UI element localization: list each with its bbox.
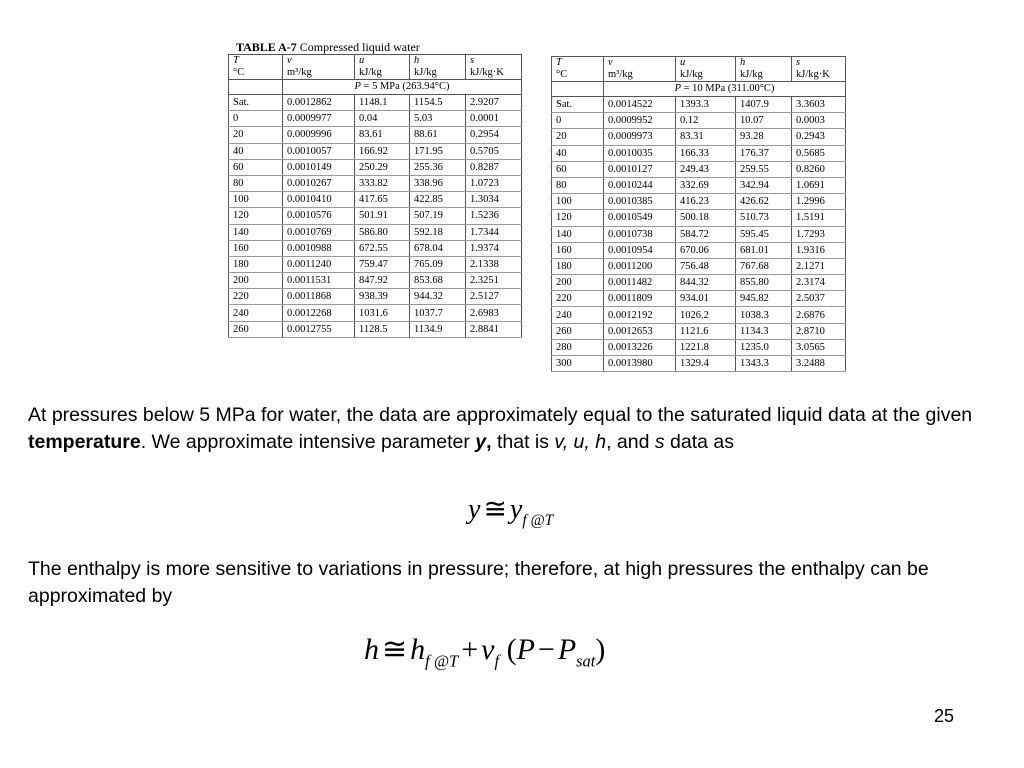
table-cell: 88.61 bbox=[410, 127, 466, 143]
table-row bbox=[552, 210, 846, 226]
table-cell: 140 bbox=[229, 224, 283, 240]
column-header: s kJ/kg·K bbox=[792, 57, 846, 82]
table-cell: 2.1338 bbox=[466, 256, 522, 272]
table-cell: 1134.3 bbox=[736, 323, 792, 339]
table-cell: 332.69 bbox=[676, 177, 736, 193]
table-cell: 2.5037 bbox=[792, 291, 846, 307]
table-cell: 0.0012653 bbox=[604, 323, 676, 339]
table-cell: Sat. bbox=[552, 97, 604, 113]
table-cell: 0.0009977 bbox=[283, 111, 355, 127]
table-cell: 1.7293 bbox=[792, 226, 846, 242]
table-cell: 507.19 bbox=[410, 208, 466, 224]
table-cell: 255.36 bbox=[410, 159, 466, 175]
table-row bbox=[552, 291, 846, 307]
table-cell: 250.29 bbox=[355, 159, 410, 175]
table-row bbox=[229, 159, 522, 175]
table-cell: 300 bbox=[552, 356, 604, 372]
table-cell: 584.72 bbox=[676, 226, 736, 242]
column-header: s kJ/kg·K bbox=[466, 55, 522, 80]
table-row bbox=[552, 113, 846, 129]
table-cell: 80 bbox=[229, 175, 283, 191]
column-header: h kJ/kg bbox=[410, 55, 466, 80]
pressure-label: P = 10 MPa (311.00°C) bbox=[604, 82, 846, 97]
table-row bbox=[552, 307, 846, 323]
table-cell: 0.8260 bbox=[792, 161, 846, 177]
table-cell: 20 bbox=[229, 127, 283, 143]
table-row bbox=[229, 289, 522, 305]
table-row bbox=[552, 275, 846, 291]
table-cell: 0.0011240 bbox=[283, 256, 355, 272]
table-cell: 3.2488 bbox=[792, 356, 846, 372]
table-cell: 0.0010954 bbox=[604, 242, 676, 258]
column-header: v m³/kg bbox=[283, 55, 355, 80]
table-cell: 260 bbox=[229, 321, 283, 337]
table-cell: 1031.6 bbox=[355, 305, 410, 321]
table-cell: 759.47 bbox=[355, 256, 410, 272]
table-cell: 1037.7 bbox=[410, 305, 466, 321]
table-cell: 60 bbox=[552, 161, 604, 177]
table-cell: 0.0013980 bbox=[604, 356, 676, 372]
table-cell: 220 bbox=[552, 291, 604, 307]
table-cell: 166.92 bbox=[355, 143, 410, 159]
enthalpy-paragraph: The enthalpy is more sensitive to variations in pressure; therefore, at high pressures the enthalpy can be approximated by bbox=[28, 558, 929, 607]
slide-number: 25 bbox=[934, 706, 955, 726]
table-cell: 1.0691 bbox=[792, 177, 846, 193]
table-cell: 1.7344 bbox=[466, 224, 522, 240]
table-row bbox=[229, 273, 522, 289]
table-cell: 140 bbox=[552, 226, 604, 242]
pressure-label: P = 5 MPa (263.94°C) bbox=[283, 80, 522, 95]
column-header: T °C bbox=[229, 55, 283, 80]
table-row bbox=[552, 177, 846, 193]
table-cell: 0.0011531 bbox=[283, 273, 355, 289]
table-cell: 1329.4 bbox=[676, 356, 736, 372]
table-cell: 2.8841 bbox=[466, 321, 522, 337]
table-cell: 0.0011868 bbox=[283, 289, 355, 305]
table-cell: 100 bbox=[229, 192, 283, 208]
table-cell: 767.68 bbox=[736, 258, 792, 274]
table-cell: 0.2954 bbox=[466, 127, 522, 143]
table-cell: 93.28 bbox=[736, 129, 792, 145]
table-cell: 0.0010244 bbox=[604, 177, 676, 193]
column-header: u kJ/kg bbox=[355, 55, 410, 80]
table-cell: 338.96 bbox=[410, 175, 466, 191]
table-cell: Sat. bbox=[229, 95, 283, 111]
table-cell: 0.0001 bbox=[466, 111, 522, 127]
header-row bbox=[552, 57, 846, 82]
table-cell: 0.0010769 bbox=[283, 224, 355, 240]
table-title: TABLE A-7 Compressed liquid water bbox=[236, 40, 420, 54]
table-cell: 220 bbox=[229, 289, 283, 305]
table-cell: 1221.8 bbox=[676, 339, 736, 355]
table-cell: 422.85 bbox=[410, 192, 466, 208]
table-cell: 1.5236 bbox=[466, 208, 522, 224]
table-cell: 0.0010549 bbox=[604, 210, 676, 226]
table-cell: 426.62 bbox=[736, 194, 792, 210]
table-cell: 180 bbox=[229, 256, 283, 272]
table-cell: 0.0011809 bbox=[604, 291, 676, 307]
table-cell: 3.3603 bbox=[792, 97, 846, 113]
table-cell: 0.12 bbox=[676, 113, 736, 129]
table-cell: 0.0010267 bbox=[283, 175, 355, 191]
table-row bbox=[229, 305, 522, 321]
table-cell: 0 bbox=[229, 111, 283, 127]
explanation-paragraph: At pressures below 5 MPa for water, the data are approximately equal to the saturated liquid data at the given temperature. We approximate intensive parameter y, that is v, u, h, and s data as bbox=[28, 404, 973, 453]
table-cell: 855.80 bbox=[736, 275, 792, 291]
table-row bbox=[552, 226, 846, 242]
emphasis-temperature: temperature bbox=[28, 431, 141, 453]
table-row bbox=[229, 127, 522, 143]
table-cell: 160 bbox=[229, 240, 283, 256]
table-cell: 0.0014522 bbox=[604, 97, 676, 113]
table-row bbox=[229, 256, 522, 272]
header-row bbox=[229, 55, 522, 80]
table-cell: 2.8710 bbox=[792, 323, 846, 339]
property-table bbox=[228, 54, 522, 338]
table-cell: 83.31 bbox=[676, 129, 736, 145]
table-cell: 240 bbox=[552, 307, 604, 323]
table-row bbox=[229, 95, 522, 111]
pressure-row bbox=[552, 82, 846, 97]
table-cell: 40 bbox=[552, 145, 604, 161]
table-cell: 853.68 bbox=[410, 273, 466, 289]
table-cell: 0.0012268 bbox=[283, 305, 355, 321]
table-cell: 120 bbox=[552, 210, 604, 226]
table-cell: 0.0009952 bbox=[604, 113, 676, 129]
table-cell: 0.0010576 bbox=[283, 208, 355, 224]
table-cell: 844.32 bbox=[676, 275, 736, 291]
column-header: v m³/kg bbox=[604, 57, 676, 82]
table-cell: 938.39 bbox=[355, 289, 410, 305]
table-cell: 501.91 bbox=[355, 208, 410, 224]
table-cell: 259.55 bbox=[736, 161, 792, 177]
table-cell: 765.09 bbox=[410, 256, 466, 272]
table-cell: 10.07 bbox=[736, 113, 792, 129]
table-cell: 0.0010127 bbox=[604, 161, 676, 177]
table-cell: 260 bbox=[552, 323, 604, 339]
table-cell: 180 bbox=[552, 258, 604, 274]
table-cell: 672.55 bbox=[355, 240, 410, 256]
table-cell: 1026.2 bbox=[676, 307, 736, 323]
table-row bbox=[552, 129, 846, 145]
table-cell: 2.6876 bbox=[792, 307, 846, 323]
table-cell: 1148.1 bbox=[355, 95, 410, 111]
table-cell: 2.9207 bbox=[466, 95, 522, 111]
table-row bbox=[552, 258, 846, 274]
table-row bbox=[552, 356, 846, 372]
table-cell: 280 bbox=[552, 339, 604, 355]
table-row bbox=[229, 321, 522, 337]
table-cell: 40 bbox=[229, 143, 283, 159]
table-cell: 0.0012192 bbox=[604, 307, 676, 323]
table-cell: 1.0723 bbox=[466, 175, 522, 191]
table-cell: 0.8287 bbox=[466, 159, 522, 175]
table-cell: 1128.5 bbox=[355, 321, 410, 337]
table-cell: 1.9316 bbox=[792, 242, 846, 258]
table-cell: 2.3174 bbox=[792, 275, 846, 291]
table-cell: 0.0010738 bbox=[604, 226, 676, 242]
table-cell: 945.82 bbox=[736, 291, 792, 307]
column-header: T °C bbox=[552, 57, 604, 82]
column-header: h kJ/kg bbox=[736, 57, 792, 82]
property-table bbox=[551, 56, 846, 372]
table-cell: 2.5127 bbox=[466, 289, 522, 305]
table-cell: 249.43 bbox=[676, 161, 736, 177]
table-cell: 200 bbox=[552, 275, 604, 291]
table-row bbox=[552, 161, 846, 177]
table-cell: 2.6983 bbox=[466, 305, 522, 321]
table-cell: 0.0009996 bbox=[283, 127, 355, 143]
table-cell: 510.73 bbox=[736, 210, 792, 226]
table-cell: 240 bbox=[229, 305, 283, 321]
table-cell: 0.2943 bbox=[792, 129, 846, 145]
table-cell: 120 bbox=[229, 208, 283, 224]
table-a7-10mpa bbox=[551, 56, 845, 372]
table-cell: 500.18 bbox=[676, 210, 736, 226]
table-cell: 0.0010988 bbox=[283, 240, 355, 256]
table-cell: 0.0010149 bbox=[283, 159, 355, 175]
table-cell: 756.48 bbox=[676, 258, 736, 274]
table-cell: 1134.9 bbox=[410, 321, 466, 337]
table-cell: 1.2996 bbox=[792, 194, 846, 210]
table-cell: 0.0009973 bbox=[604, 129, 676, 145]
table-cell: 586.80 bbox=[355, 224, 410, 240]
table-cell: 60 bbox=[229, 159, 283, 175]
table-cell: 0.0010057 bbox=[283, 143, 355, 159]
table-row bbox=[552, 194, 846, 210]
table-a7-5mpa bbox=[228, 40, 521, 338]
table-row bbox=[552, 145, 846, 161]
table-cell: 681.01 bbox=[736, 242, 792, 258]
equation-enthalpy-approx: h ≅ $h_{f @T} + v_f$ $(P - P_{sat})$ bbox=[364, 633, 606, 671]
table-cell: 0.0012755 bbox=[283, 321, 355, 337]
table-row bbox=[229, 224, 522, 240]
table-row bbox=[552, 242, 846, 258]
table-cell: 1.9374 bbox=[466, 240, 522, 256]
table-cell: 3.0565 bbox=[792, 339, 846, 355]
table-cell: 595.45 bbox=[736, 226, 792, 242]
table-cell: 0.0010035 bbox=[604, 145, 676, 161]
table-cell: 592.18 bbox=[410, 224, 466, 240]
table-cell: 0.0011482 bbox=[604, 275, 676, 291]
table-cell: 0.0003 bbox=[792, 113, 846, 129]
table-row bbox=[229, 111, 522, 127]
table-cell: 416.23 bbox=[676, 194, 736, 210]
table-row bbox=[229, 240, 522, 256]
table-row bbox=[229, 192, 522, 208]
table-row bbox=[229, 175, 522, 191]
table-cell: 176.37 bbox=[736, 145, 792, 161]
table-cell: 944.32 bbox=[410, 289, 466, 305]
table-row bbox=[229, 143, 522, 159]
table-cell: 80 bbox=[552, 177, 604, 193]
table-cell: 1407.9 bbox=[736, 97, 792, 113]
table-row bbox=[552, 339, 846, 355]
table-cell: 847.92 bbox=[355, 273, 410, 289]
table-cell: 342.94 bbox=[736, 177, 792, 193]
table-cell: 1038.3 bbox=[736, 307, 792, 323]
table-cell: 934.01 bbox=[676, 291, 736, 307]
table-cell: 1393.3 bbox=[676, 97, 736, 113]
table-cell: 0.5685 bbox=[792, 145, 846, 161]
table-cell: 0.0013226 bbox=[604, 339, 676, 355]
table-cell: 5.03 bbox=[410, 111, 466, 127]
table-cell: 1.5191 bbox=[792, 210, 846, 226]
table-cell: 83.61 bbox=[355, 127, 410, 143]
table-cell: 0.0010385 bbox=[604, 194, 676, 210]
pressure-row bbox=[229, 80, 522, 95]
table-cell: 2.1271 bbox=[792, 258, 846, 274]
table-cell: 0.5705 bbox=[466, 143, 522, 159]
table-cell: 2.3251 bbox=[466, 273, 522, 289]
table-cell: 670.06 bbox=[676, 242, 736, 258]
table-cell: 1.3034 bbox=[466, 192, 522, 208]
table-cell: 100 bbox=[552, 194, 604, 210]
table-cell: 171.95 bbox=[410, 143, 466, 159]
table-cell: 1343.3 bbox=[736, 356, 792, 372]
table-cell: 0.0010410 bbox=[283, 192, 355, 208]
table-row bbox=[229, 208, 522, 224]
table-cell: 1121.6 bbox=[676, 323, 736, 339]
table-cell: 0 bbox=[552, 113, 604, 129]
table-cell: 0.0011200 bbox=[604, 258, 676, 274]
table-cell: 333.82 bbox=[355, 175, 410, 191]
table-cell: 0.04 bbox=[355, 111, 410, 127]
column-header: u kJ/kg bbox=[676, 57, 736, 82]
table-cell: 20 bbox=[552, 129, 604, 145]
table-cell: 200 bbox=[229, 273, 283, 289]
table-cell: 1235.0 bbox=[736, 339, 792, 355]
table-row bbox=[552, 97, 846, 113]
table-cell: 1154.5 bbox=[410, 95, 466, 111]
equation-y-approx: y ≅ $y_{f @T}$ bbox=[468, 494, 554, 529]
table-row bbox=[552, 323, 846, 339]
table-cell: 160 bbox=[552, 242, 604, 258]
table-cell: 678.04 bbox=[410, 240, 466, 256]
table-cell: 417.65 bbox=[355, 192, 410, 208]
table-cell: 0.0012862 bbox=[283, 95, 355, 111]
table-cell: 166.33 bbox=[676, 145, 736, 161]
